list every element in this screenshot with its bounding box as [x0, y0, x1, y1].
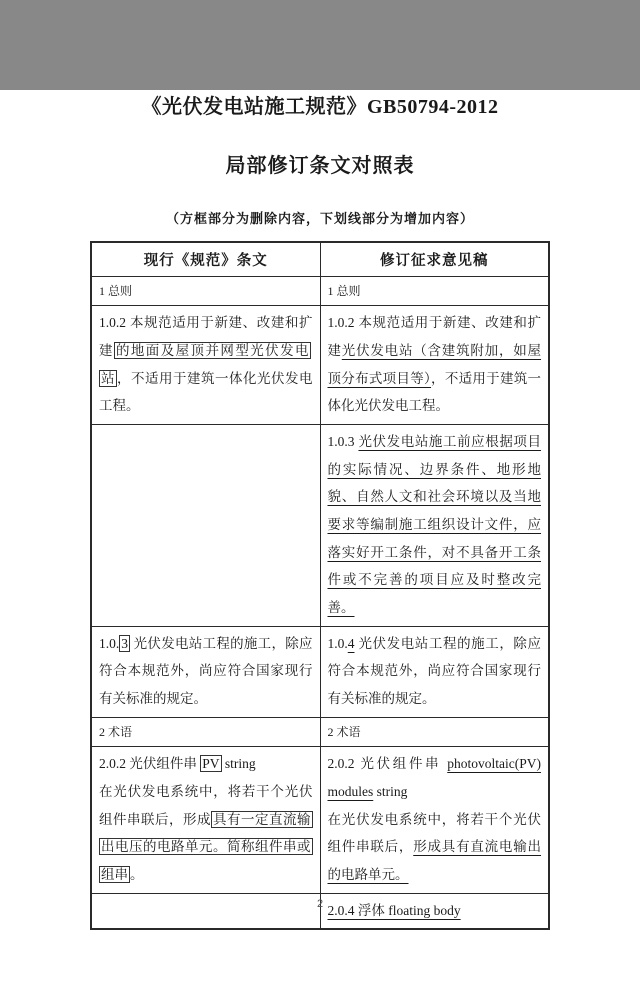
- table-cell-right: [320, 626, 549, 717]
- text-segment: ，不适用于建筑一体化光伏发电工程。: [99, 370, 313, 414]
- table-cell-right: [320, 747, 549, 893]
- table-cell-left: [91, 717, 320, 746]
- table-cell-right: [320, 717, 549, 746]
- text-segment: 2.0.2 光伏组件串: [327, 756, 448, 772]
- text-segment: 在光伏发电系统中，将若干个光伏组件串联后，形成: [99, 783, 313, 827]
- document-page: [0, 90, 640, 995]
- added-text: 光伏发电站（含建筑附加，如屋顶分布式项目等）: [327, 343, 542, 386]
- text-segment: ，不适用于建筑一体化光伏发电工程。: [327, 370, 542, 414]
- table-cell-left: [91, 306, 320, 425]
- table-row: [91, 717, 549, 746]
- legend-note: （方框部分为删除内容，下划线部分为增加内容）: [165, 211, 474, 226]
- table-cell-right: [320, 306, 549, 425]
- text-segment: 1 总则: [327, 284, 361, 298]
- column-header-revised: 修订征求意见稿: [320, 242, 549, 277]
- text-segment: 2 术语: [99, 724, 133, 739]
- table-cell-left: [91, 425, 320, 627]
- text-segment: string: [221, 756, 256, 772]
- table-cell-left: [91, 626, 320, 717]
- deleted-text: 的地面及屋顶并网型光伏发电站: [101, 343, 309, 386]
- table-row: [91, 425, 549, 627]
- text-segment: 光伏发电站工程的施工，除应符合本规范外，尚应符合国家现行有关标准的规定。: [99, 635, 313, 707]
- comparison-table: [90, 241, 550, 930]
- comparison-table-body: [91, 277, 549, 930]
- added-text: 光伏发电站施工前应根据项目的实际情况、边界条件、地形地貌、自然人文和社会环境以及当地要求等编制施工组织设计文件，应落实好开工条件，对不具备开工条件或不完善的项目应及时整改完善。: [327, 434, 542, 616]
- page-number: 2: [316, 898, 324, 910]
- table-cell-left: [91, 747, 320, 893]
- header-row: [91, 242, 549, 277]
- table-row: [91, 277, 549, 306]
- added-text: 形成具有直流电输出的电路单元。: [327, 839, 542, 882]
- deleted-text: 具有一定直流输出电压的电路单元。简称组件串或组串: [101, 811, 311, 882]
- added-text: 2.0.4 浮体 floating body: [327, 902, 461, 918]
- column-header-current: 现行《规范》条文: [91, 242, 320, 277]
- added-text: 4: [347, 635, 355, 651]
- table-cell-right: [320, 425, 549, 627]
- table-row: [91, 747, 549, 893]
- text-segment: 1.0.: [99, 635, 120, 651]
- document-subtitle: 局部修订条文对照表: [225, 155, 415, 177]
- table-cell-left: [91, 277, 320, 306]
- text-segment: 1.0.3: [327, 434, 359, 450]
- text-segment: 在光伏发电系统中，将若干个光伏组件串联后，: [327, 811, 541, 855]
- text-segment: string: [373, 783, 408, 799]
- text-segment: 2 术语: [327, 724, 361, 739]
- text-segment: 2.0.2 光伏组件串: [99, 756, 201, 772]
- table-cell-right: [320, 277, 549, 306]
- deleted-text: 3: [121, 635, 128, 651]
- table-row: [91, 306, 549, 425]
- text-segment: 1.0.2 本规范适用于新建、改建和扩建: [327, 315, 541, 359]
- table-row: [91, 626, 549, 717]
- text-segment: 光伏发电站工程的施工，除应符合本规范外，尚应符合国家现行有关标准的规定。: [327, 635, 541, 707]
- table-header: [91, 242, 549, 277]
- text-segment: 1.0.: [327, 635, 348, 651]
- text-segment: 1.0.2 本规范适用于新建、改建和扩建: [99, 315, 313, 359]
- document-title: 《光伏发电站施工规范》GB50794-2012: [141, 96, 499, 118]
- deleted-text: PV: [202, 756, 220, 772]
- text-segment: 。: [130, 866, 144, 882]
- text-segment: 1 总则: [99, 284, 133, 298]
- added-text: photovoltaic(PV) modules: [327, 756, 541, 799]
